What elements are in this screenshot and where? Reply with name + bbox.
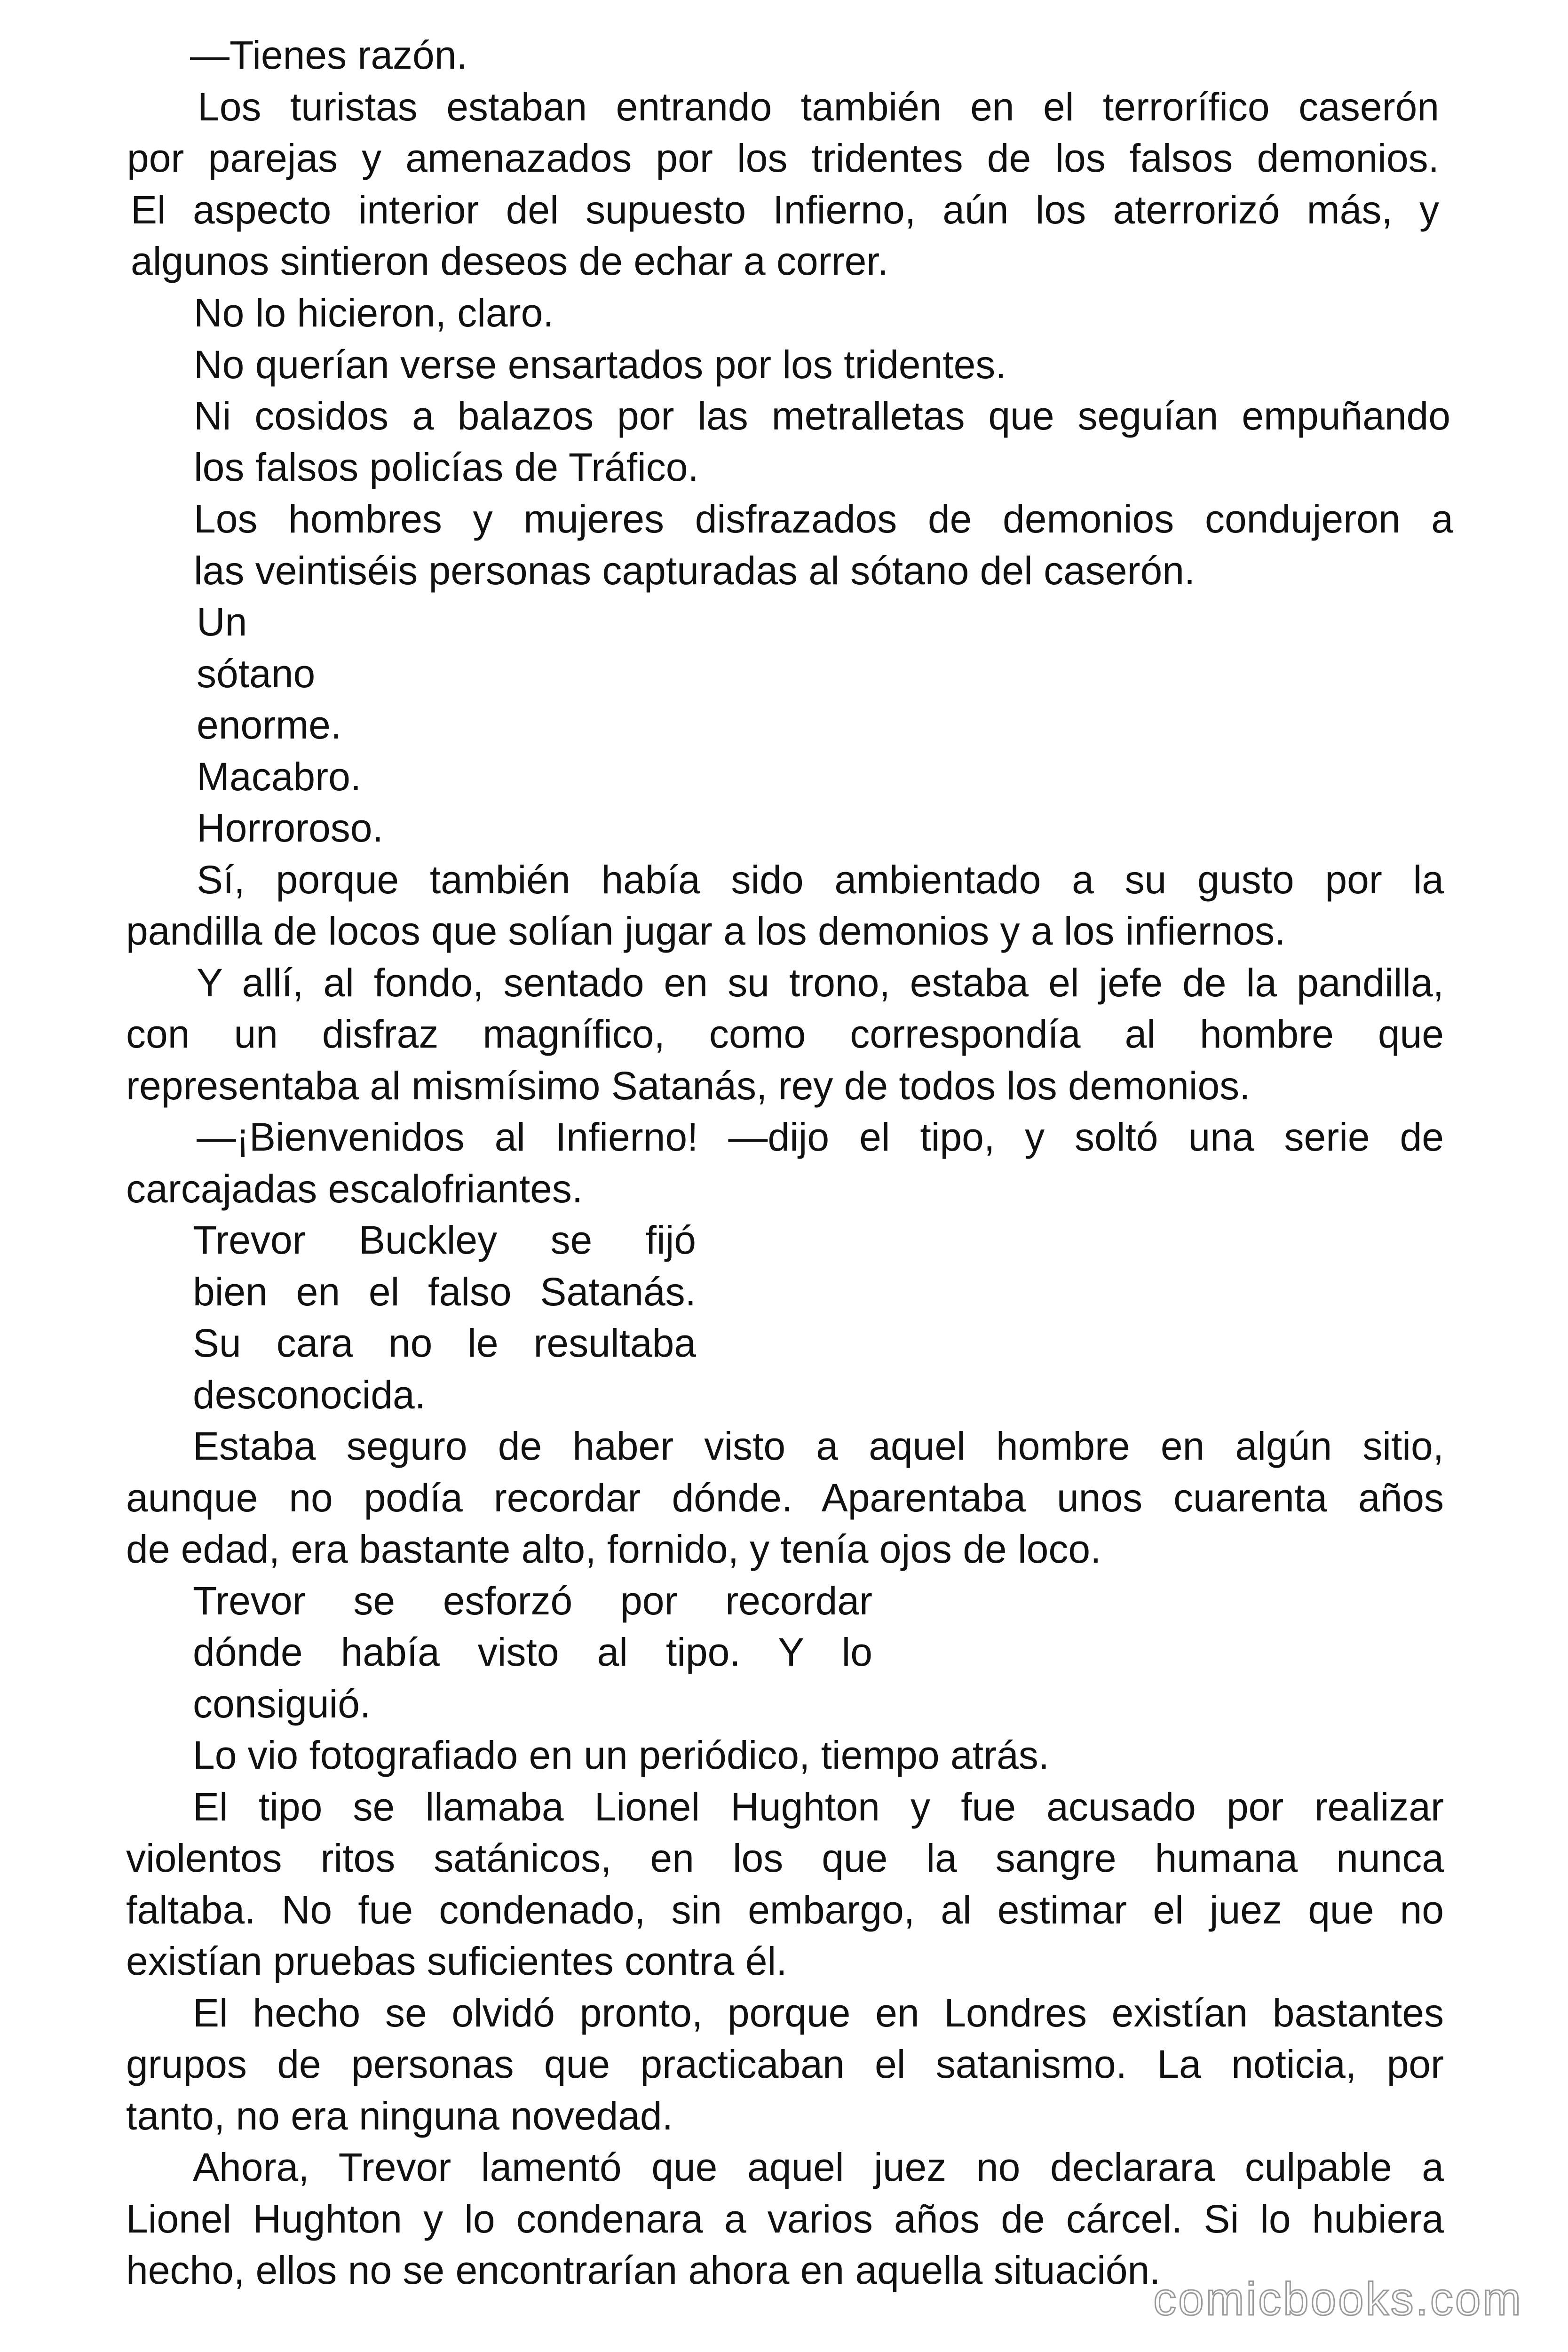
text-line: pandilla de locos que solían jugar a los demonios y a los infiernos. <box>126 909 1286 953</box>
text-line: No lo hicieron, claro. <box>194 291 554 335</box>
text-line: Los turistas estaban entrando también en el terrorífico caserón <box>198 85 1439 129</box>
text-line: Estaba seguro de haber visto a aquel hombre en algún sitio, <box>193 1424 1444 1468</box>
text-line: El tipo se llamaba Lionel Hughton y fue acusado por realizar <box>193 1785 1444 1829</box>
text-line: Lo vio fotografiado en un periódico, tiempo atrás. <box>193 1733 1050 1777</box>
text-line: desconocida. <box>193 1373 426 1417</box>
text-line: consiguió. <box>193 1682 371 1726</box>
text-line: Y allí, al fondo, sentado en su trono, estaba el jefe de la pandilla, <box>197 961 1444 1005</box>
text-line: Ahora, Trevor lamentó que aquel juez no declarara culpable a <box>193 2145 1444 2189</box>
text-line: por parejas y amenazados por los tridentes de los falsos demonios. <box>127 136 1439 180</box>
text-line: El aspecto interior del supuesto Infierno, aún los aterrorizó más, y <box>131 188 1439 232</box>
text-line: Trevor Buckley se fijó <box>193 1218 696 1262</box>
text-line: Macabro. <box>197 755 362 799</box>
text-line: algunos sintieron deseos de echar a correr. <box>131 239 888 283</box>
text-line: Un <box>197 600 247 644</box>
text-line: El hecho se olvidó pronto, porque en Londres existían bastantes <box>193 1991 1444 2035</box>
text-line: violentos ritos satánicos, en los que la sangre humana nunca <box>126 1836 1444 1880</box>
text-line: carcajadas escalofriantes. <box>126 1167 583 1211</box>
text-line: hecho, ellos no se encontrarían ahora en aquella situación. <box>126 2248 1161 2292</box>
text-line: —Tienes razón. <box>190 33 467 77</box>
text-line: representaba al mismísimo Satanás, rey de todos los demonios. <box>126 1064 1251 1108</box>
text-line: No querían verse ensartados por los tridentes. <box>194 342 1006 387</box>
text-line: Horroroso. <box>197 806 383 850</box>
text-line: Lionel Hughton y lo condenara a varios años de cárcel. Si lo hubiera <box>126 2197 1444 2241</box>
text-line: Sí, porque también había sido ambientado a su gusto por la <box>197 858 1444 902</box>
text-line: existían pruebas suficientes contra él. <box>126 1939 787 1983</box>
text-line: aunque no podía recordar dónde. Aparentaba unos cuarenta años <box>126 1476 1444 1520</box>
text-line: con un disfraz magnífico, como correspondía al hombre que <box>126 1012 1444 1056</box>
text-line: los falsos policías de Tráfico. <box>194 445 699 489</box>
text-line: bien en el falso Satanás. <box>193 1270 696 1314</box>
text-line: Los hombres y mujeres disfrazados de demonios condujeron a <box>194 497 1453 541</box>
text-line: enorme. <box>197 703 342 747</box>
text-line: grupos de personas que practicaban el satanismo. La noticia, por <box>126 2042 1444 2086</box>
text-line: sótano <box>197 652 316 696</box>
watermark: comicbooks.com <box>1153 2273 1523 2325</box>
text-line: dónde había visto al tipo. Y lo <box>193 1630 872 1674</box>
text-line: Ni cosidos a balazos por las metralletas que seguían empuñando <box>194 394 1450 438</box>
text-line: faltaba. No fue condenado, sin embargo, al estimar el juez que no <box>126 1888 1444 1932</box>
text-line: Trevor se esforzó por recordar <box>193 1579 872 1623</box>
text-line: Su cara no le resultaba <box>193 1321 696 1365</box>
text-line: de edad, era bastante alto, fornido, y tenía ojos de loco. <box>126 1527 1101 1571</box>
text-line: las veintiséis personas capturadas al sótano del caserón. <box>194 548 1196 593</box>
text-line: tanto, no era ninguna novedad. <box>126 2094 673 2138</box>
text-line: —¡Bienvenidos al Infierno! —dijo el tipo, y soltó una serie de <box>197 1115 1444 1159</box>
